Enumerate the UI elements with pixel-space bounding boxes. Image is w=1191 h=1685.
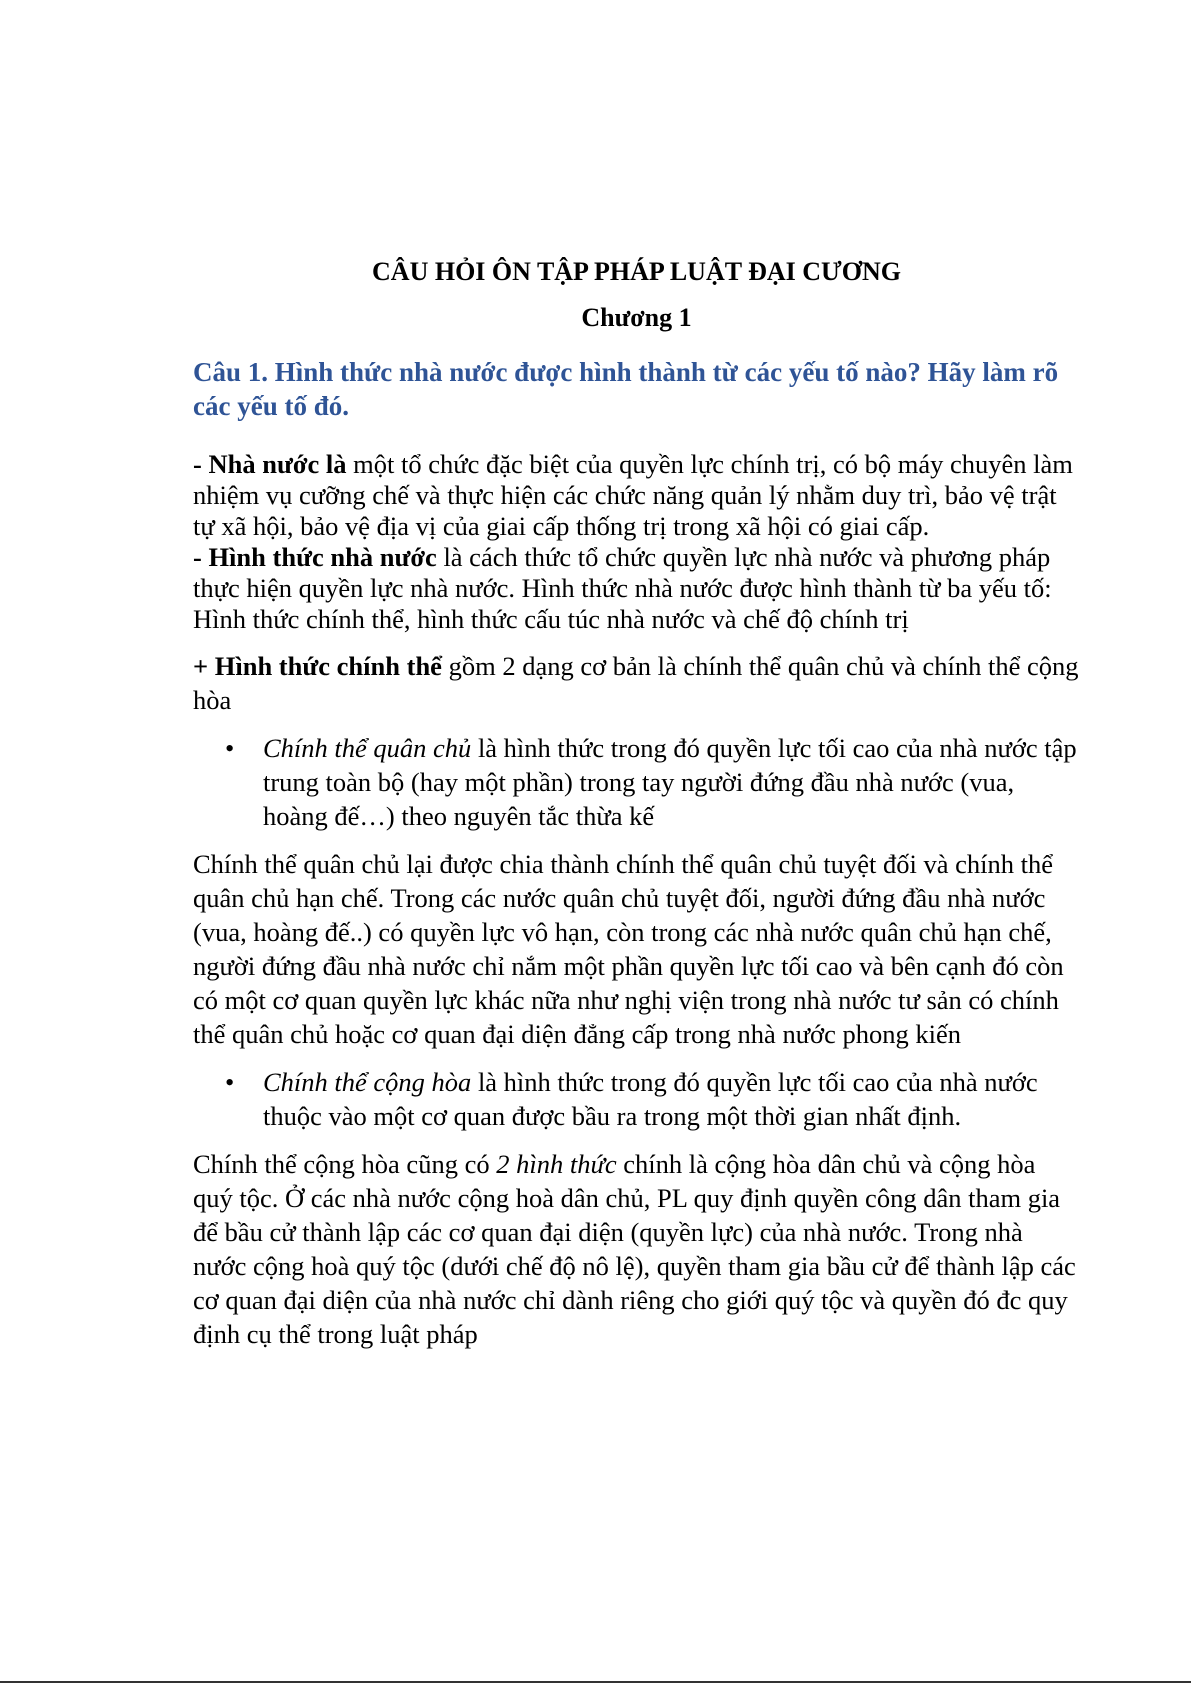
list-item (225, 1065, 1080, 1133)
bullet-icon: • (225, 733, 235, 763)
republic-types-pre: Chính thể cộng hòa cũng có (193, 1149, 497, 1179)
republic-text: là hình thức trong đó quyền lực tối cao của nhà nước thuộc vào một cơ quan được bầu ra trong một thời gian nhất định. (263, 1067, 1038, 1131)
term-republic: Chính thể cộng hòa (263, 1067, 472, 1097)
paragraph-monarchy-types: Chính thể quân chủ lại được chia thành chính thể quân chủ tuyệt đối và chính thể quân chủ hạn chế. Trong các nước quân chủ tuyệt đối, người đứng đầu nhà nước (vua, hoàng đế..) có quyền lực vô hạn, còn trong các nhà nước quân chủ hạn chế, người đứng đầu nhà nước chỉ nắm một phần quyền lực tối cao và bên cạnh đó còn có một cơ quan quyền lực khác nữa như nghị viện trong nhà nước tư sản có chính thể quân chủ hoặc cơ quan đại diện đẳng cấp trong nhà nước phong kiến (193, 849, 1064, 1049)
paragraph-form-of-government (193, 649, 1080, 717)
question-heading: Câu 1. Hình thức nhà nước được hình thành từ các yếu tố nào? Hãy làm rõ các yếu tố đó. (193, 357, 1059, 421)
republic-types-text: chính là cộng hòa dân chủ và cộng hòa quý tộc. Ở các nhà nước cộng hoà dân chủ, PL quy định quyền công dân tham gia để bầu cử thành lập các cơ quan đại diện (quyền lực) của nhà nước. Trong nhà nước cộng hoà quý tộc (dưới chế độ nô lệ), quyền tham gia bầu cử để thành lập các cơ quan đại diện của nhà nước chỉ dành riêng cho giới quý tộc và quyền đó đc quy định cụ thể trong luật pháp (193, 1149, 1076, 1349)
bullet-list-republic (193, 1065, 1080, 1133)
term-form-of-state: - Hình thức nhà nước (193, 542, 437, 572)
term-two-forms: 2 hình thức (496, 1149, 617, 1179)
definition-state-text: một tổ chức đặc biệt của quyền lực chính trị, có bộ máy chuyên làm nhiệm vụ cưỡng chế và thực hiện các chức năng quản lý nhằm duy trì, bảo vệ trật tự xã hội, bảo vệ địa vị của giai cấp thống trị trong xã hội có giai cấp. (193, 449, 1073, 541)
term-state: - Nhà nước là (193, 449, 347, 479)
bullet-icon: • (225, 1067, 235, 1097)
term-form-of-government: + Hình thức chính thể (193, 651, 442, 681)
list-item (225, 731, 1080, 833)
paragraph-form-of-state (193, 542, 1080, 635)
document-content (193, 255, 1080, 1351)
bullet-list-monarchy (193, 731, 1080, 833)
paragraph-definition-state (193, 449, 1080, 542)
monarchy-text: là hình thức trong đó quyền lực tối cao của nhà nước tập trung toàn bộ (hay một phần) trong tay người đứng đầu nhà nước (vua, hoàng đế…) theo nguyên tắc thừa kế (263, 733, 1077, 831)
term-monarchy: Chính thể quân chủ (263, 733, 472, 763)
form-of-government-text: gồm 2 dạng cơ bản là chính thể quân chủ và chính thể cộng hòa (193, 651, 1079, 715)
paragraph-republic-types (193, 1147, 1080, 1351)
document-title: CÂU HỎI ÔN TẬP PHÁP LUẬT ĐẠI CƯƠNG (372, 257, 901, 286)
form-of-state-text: là cách thức tổ chức quyền lực nhà nước và phương pháp thực hiện quyền lực nhà nước. Hình thức nhà nước được hình thành từ ba yếu tố: Hình thức chính thể, hình thức cấu túc nhà nước và chế độ chính trị (193, 542, 1052, 634)
page-bottom-divider (0, 1681, 1191, 1683)
chapter-heading: Chương 1 (581, 303, 692, 332)
